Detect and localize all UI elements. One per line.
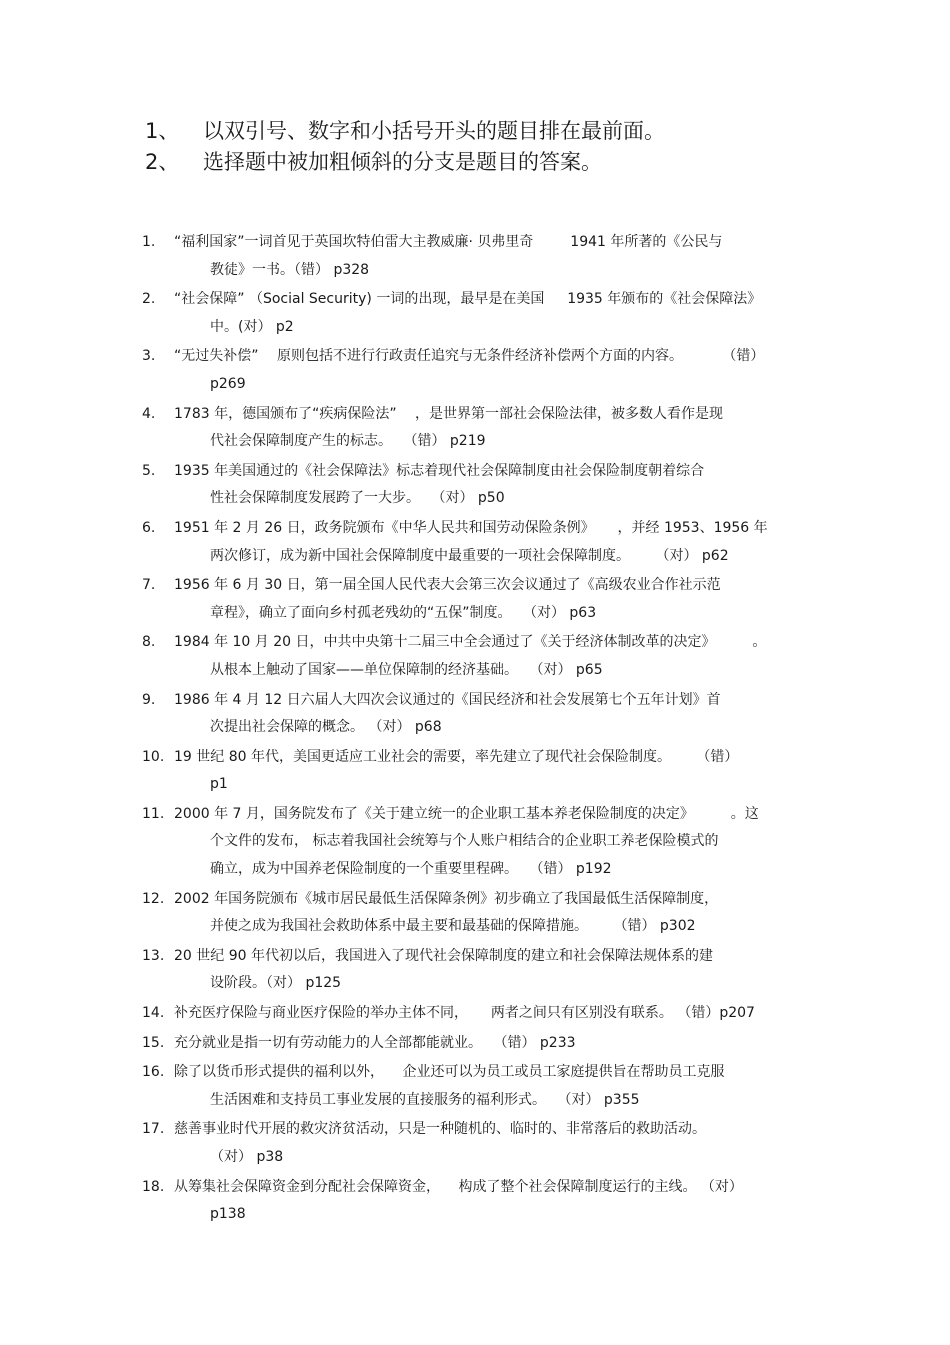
question-text: 1956 年 6 月 30 日，第一届全国人民代表大会第三次会议通过了《高级农业合作社示范 [174, 577, 721, 594]
question-item [142, 286, 822, 341]
question-text: 补充医疗保险与商业医疗保险的举办主体不同， 两者之间只有区别没有联系。 （错）p207 [174, 1005, 755, 1022]
question-list [142, 229, 822, 1231]
question-text: 从筹集社会保障资金到分配社会保障资金， 构成了整个社会保障制度运行的主线。 （对） [174, 1178, 743, 1195]
question-text: 1984 年 10 月 20 日，中共中央第十二届三中全会通过了《关于经济体制改革的决定》 。 [174, 634, 767, 651]
question-first-line [142, 886, 822, 914]
question-continuation: 中。(对） p2 [210, 318, 294, 335]
question-item [142, 1116, 822, 1171]
question-continuation: 从根本上触动了国家——单位保障制的经济基础。 （对） p65 [210, 661, 603, 678]
question-continuation: 章程》，确立了面向乡村孤老残幼的“五保”制度。 （对） p63 [210, 604, 597, 621]
question-first-line [142, 1116, 822, 1144]
question-text: “社会保障” （Social Security) 一词的出现，最早是在美国 1935 年颁布的《社会保障法》 [174, 291, 762, 308]
instruction-note [145, 116, 845, 147]
question-number: 10. [142, 748, 165, 765]
question-item [142, 886, 822, 941]
question-number: 9. [142, 691, 156, 708]
question-continuation: 两次修订，成为新中国社会保障制度中最重要的一项社会保障制度。 （对） p62 [210, 547, 729, 564]
question-number: 11. [142, 805, 165, 822]
question-item [142, 629, 822, 684]
question-number: 16. [142, 1064, 165, 1081]
question-number: 3. [142, 348, 156, 365]
note-number: 1、 [145, 119, 180, 143]
question-continuation: 生活困难和支持员工事业发展的直接服务的福利形式。 （对） p355 [210, 1091, 640, 1108]
question-continuation: 个文件的发布， 标志着我国社会统筹与个人账户相结合的企业职工养老保险模式的 [210, 833, 719, 850]
question-first-line [142, 229, 822, 257]
question-item [142, 458, 822, 513]
question-continuation: 次提出社会保障的概念。 （对） p68 [210, 719, 442, 736]
question-item [142, 1030, 822, 1058]
question-first-line [142, 943, 822, 971]
question-text: “无过失补偿” 原则包括不进行行政责任追究与无条件经济补偿两个方面的内容。 （错） [174, 348, 765, 365]
question-text: 慈善事业时代开展的救灾济贫活动，只是一种随机的、临时的、非常落后的救助活动。 [174, 1121, 706, 1138]
question-item [142, 229, 822, 284]
question-number: 8. [142, 634, 156, 651]
question-continuation: p269 [210, 375, 246, 392]
question-continuation: （对） p38 [210, 1149, 284, 1165]
question-number: 18. [142, 1178, 165, 1195]
question-number: 12. [142, 890, 165, 907]
note-number: 2、 [145, 150, 180, 174]
question-item [142, 572, 822, 627]
question-text: 充分就业是指一切有劳动能力的人全部都能就业。 （错） p233 [174, 1034, 576, 1051]
question-continuation: p138 [210, 1206, 246, 1223]
question-item [142, 687, 822, 742]
instruction-notes [145, 116, 845, 178]
question-item [142, 801, 822, 884]
question-continuation: 确立，成为中国养老保险制度的一个重要里程碑。 （错） p192 [210, 861, 612, 878]
question-first-line [142, 286, 822, 314]
question-first-line [142, 572, 822, 600]
question-first-line [142, 1059, 822, 1087]
question-text: 2002 年国务院颁布《城市居民最低生活保障条例》初步确立了我国最低生活保障制度， [174, 890, 719, 907]
note-text: 以双引号、数字和小括号开头的题目排在最前面。 [203, 119, 665, 143]
question-continuation: 并使之成为我国社会救助体系中最主要和最基础的保障措施。 （错） p302 [210, 918, 696, 935]
question-text: 1783 年，德国颁布了“疾病保险法” ，是世界第一部社会保险法律，被多数人看作是现 [174, 405, 724, 422]
question-text: 2000 年 7 月，国务院发布了《关于建立统一的企业职工基本养老保险制度的决定》 。这 [174, 805, 759, 822]
question-continuation: 教徒》一书。（错） p328 [210, 261, 370, 278]
question-first-line [142, 515, 822, 543]
question-number: 13. [142, 947, 165, 964]
question-continuation: 代社会保障制度产生的标志。 （错） p219 [210, 433, 486, 450]
question-first-line [142, 343, 822, 371]
question-number: 2. [142, 291, 156, 308]
question-text: “福利国家”一词首见于英国坎特伯雷大主教威廉· 贝弗里奇 1941 年所著的《公民与 [174, 234, 723, 250]
question-item [142, 1000, 822, 1028]
question-item [142, 515, 822, 570]
question-item [142, 343, 822, 398]
question-item [142, 1059, 822, 1114]
question-continuation: 性社会保障制度发展跨了一大步。 （对） p50 [210, 490, 505, 507]
question-number: 14. [142, 1005, 165, 1022]
question-first-line [142, 629, 822, 657]
question-number: 7. [142, 577, 156, 594]
question-item [142, 1174, 822, 1229]
question-number: 4. [142, 405, 156, 422]
question-text: 20 世纪 90 年代初以后，我国进入了现代社会保障制度的建立和社会保障法规体系的建 [174, 947, 713, 964]
question-number: 17. [142, 1121, 165, 1138]
question-item [142, 943, 822, 998]
question-text: 1951 年 2 月 26 日，政务院颁布《中华人民共和国劳动保险条例》 ，并经 1953、1956 年 [174, 519, 768, 536]
note-text: 选择题中被加粗倾斜的分支是题目的答案。 [203, 150, 602, 174]
question-first-line [142, 1000, 822, 1028]
instruction-note [145, 147, 845, 178]
question-first-line [142, 801, 822, 829]
question-text: 1986 年 4 月 12 日六届人大四次会议通过的《国民经济和社会发展第七个五年计划》首 [174, 691, 721, 708]
question-first-line [142, 687, 822, 715]
question-first-line [142, 744, 822, 772]
question-text: 1935 年美国通过的《社会保障法》标志着现代社会保障制度由社会保险制度朝着综合 [174, 462, 705, 479]
question-text: 除了以货币形式提供的福利以外， 企业还可以为员工或员工家庭提供旨在帮助员工克服 [174, 1064, 725, 1081]
question-first-line [142, 458, 822, 486]
question-first-line [142, 1030, 822, 1058]
question-continuation: p1 [210, 776, 228, 793]
question-text: 19 世纪 80 年代，美国更适应工业社会的需要，率先建立了现代社会保险制度。 （错） [174, 748, 739, 765]
question-item [142, 744, 822, 799]
question-number: 6. [142, 519, 156, 536]
question-number: 5. [142, 462, 156, 479]
question-number: 1. [142, 234, 156, 250]
question-number: 15. [142, 1034, 165, 1051]
question-continuation: 设阶段。（对） p125 [210, 975, 342, 992]
question-first-line [142, 401, 822, 429]
question-first-line [142, 1174, 822, 1202]
question-item [142, 401, 822, 456]
